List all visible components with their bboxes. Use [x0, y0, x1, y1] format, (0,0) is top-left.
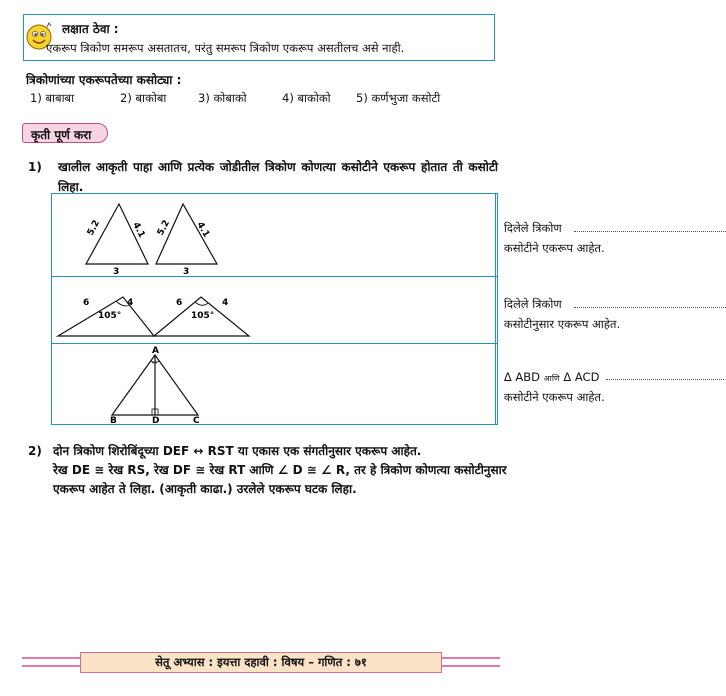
- angle-label: 105°: [191, 311, 215, 321]
- question-number: 2): [28, 444, 42, 458]
- figure-cell: [52, 344, 496, 425]
- side-label: 6: [83, 298, 90, 308]
- answer-cell: [495, 194, 605, 277]
- side-label: 4: [127, 298, 134, 308]
- note-title: लक्षात ठेवा :: [62, 22, 119, 36]
- table-row: [52, 194, 498, 277]
- answer-cell: [495, 344, 605, 425]
- side-label: 4: [222, 298, 229, 308]
- answer-blank[interactable]: [574, 307, 726, 308]
- answer-line-1: दिलेले त्रिकोण: [503, 221, 562, 235]
- task-tag: कृती पूर्ण करा: [22, 123, 108, 143]
- figures-table: [51, 193, 621, 426]
- side-label: 6: [176, 298, 183, 308]
- figure-cell: [52, 194, 496, 277]
- answer-blank[interactable]: [574, 231, 726, 232]
- answer-line-2: कसोटीने एकरूप आहेत.: [503, 241, 605, 255]
- svg-text:°°: °°: [151, 361, 158, 368]
- question-text: खालील आकृती पाहा आणि प्रत्येक जोडीतील त्रिकोण कोणत्या कसोटीने एकरूप होतात ती कसोटी लिहा.: [58, 160, 498, 194]
- angle-label: 105°: [98, 311, 122, 321]
- note-text: एकरूप त्रिकोण समरूप असतातच, परंतु समरूप त्रिकोण एकरूप असतीलच असे नाही.: [46, 41, 405, 55]
- vertex-label: B: [110, 416, 117, 426]
- triangle-pair-sss-figure: [52, 194, 259, 276]
- test-item: 5) कर्णभुजा कसोटी: [356, 91, 441, 105]
- table-row: [52, 344, 498, 425]
- question-text-line: एकरूप आहेत ते लिहा. (आकृती काढा.) उरलेले एकरूप घटक लिहा.: [53, 482, 357, 496]
- answer-cell: [495, 277, 621, 344]
- answer-line-1: [504, 370, 600, 384]
- conjunction: आणि: [543, 374, 560, 383]
- tests-heading: त्रिकोणांच्या एकरूपतेच्या कसोट्या :: [26, 73, 182, 87]
- question-text-line: दोन त्रिकोण शिरोबिंदूच्या DEF ↔ RST या एकास एक संगतीनुसार एकरूप आहेत.: [53, 444, 422, 458]
- test-item: 4) बाकोको: [282, 91, 331, 105]
- test-item: 2) बाकोबा: [120, 91, 167, 105]
- triangle-abd: Δ ABD: [503, 370, 540, 384]
- side-label: 3: [183, 267, 190, 277]
- side-label: 3: [113, 267, 120, 277]
- answer-line-1: दिलेले त्रिकोण: [503, 297, 562, 311]
- page-footer: सेतू अभ्यास : इयत्ता दहावी : विषय – गणित : ७१: [80, 652, 442, 673]
- question-number: 1): [28, 160, 42, 174]
- isosceles-altitude-figure: [52, 344, 259, 424]
- side-label: 4.1: [130, 220, 147, 240]
- triangle-acd: Δ ACD: [563, 370, 600, 384]
- vertex-label: D: [152, 416, 160, 426]
- question-text-line: रेख DE ≅ रेख RS, रेख DF ≅ रेख RT आणि ∠ D ≅ ∠ R, तर हे त्रिकोण कोणत्या कसोटीनुसार: [53, 463, 507, 477]
- answer-line-2: कसोटीनुसार एकरूप आहेत.: [503, 317, 621, 331]
- tests-list: [30, 91, 500, 107]
- test-item: 1) बाबाबा: [30, 91, 75, 105]
- figure-cell: [52, 277, 496, 344]
- table-row: [52, 277, 498, 344]
- answer-blank[interactable]: [606, 379, 724, 380]
- side-label: 4.1: [194, 220, 212, 240]
- vertex-label: A: [152, 346, 159, 356]
- answer-line-2: कसोटीने एकरूप आहेत.: [503, 390, 605, 404]
- triangle-pair-sas-figure: [52, 277, 259, 343]
- side-label: 5.2: [85, 218, 103, 238]
- vertex-label: C: [193, 416, 200, 426]
- test-item: 3) कोबाको: [198, 91, 247, 105]
- side-label: 5.2: [155, 218, 173, 238]
